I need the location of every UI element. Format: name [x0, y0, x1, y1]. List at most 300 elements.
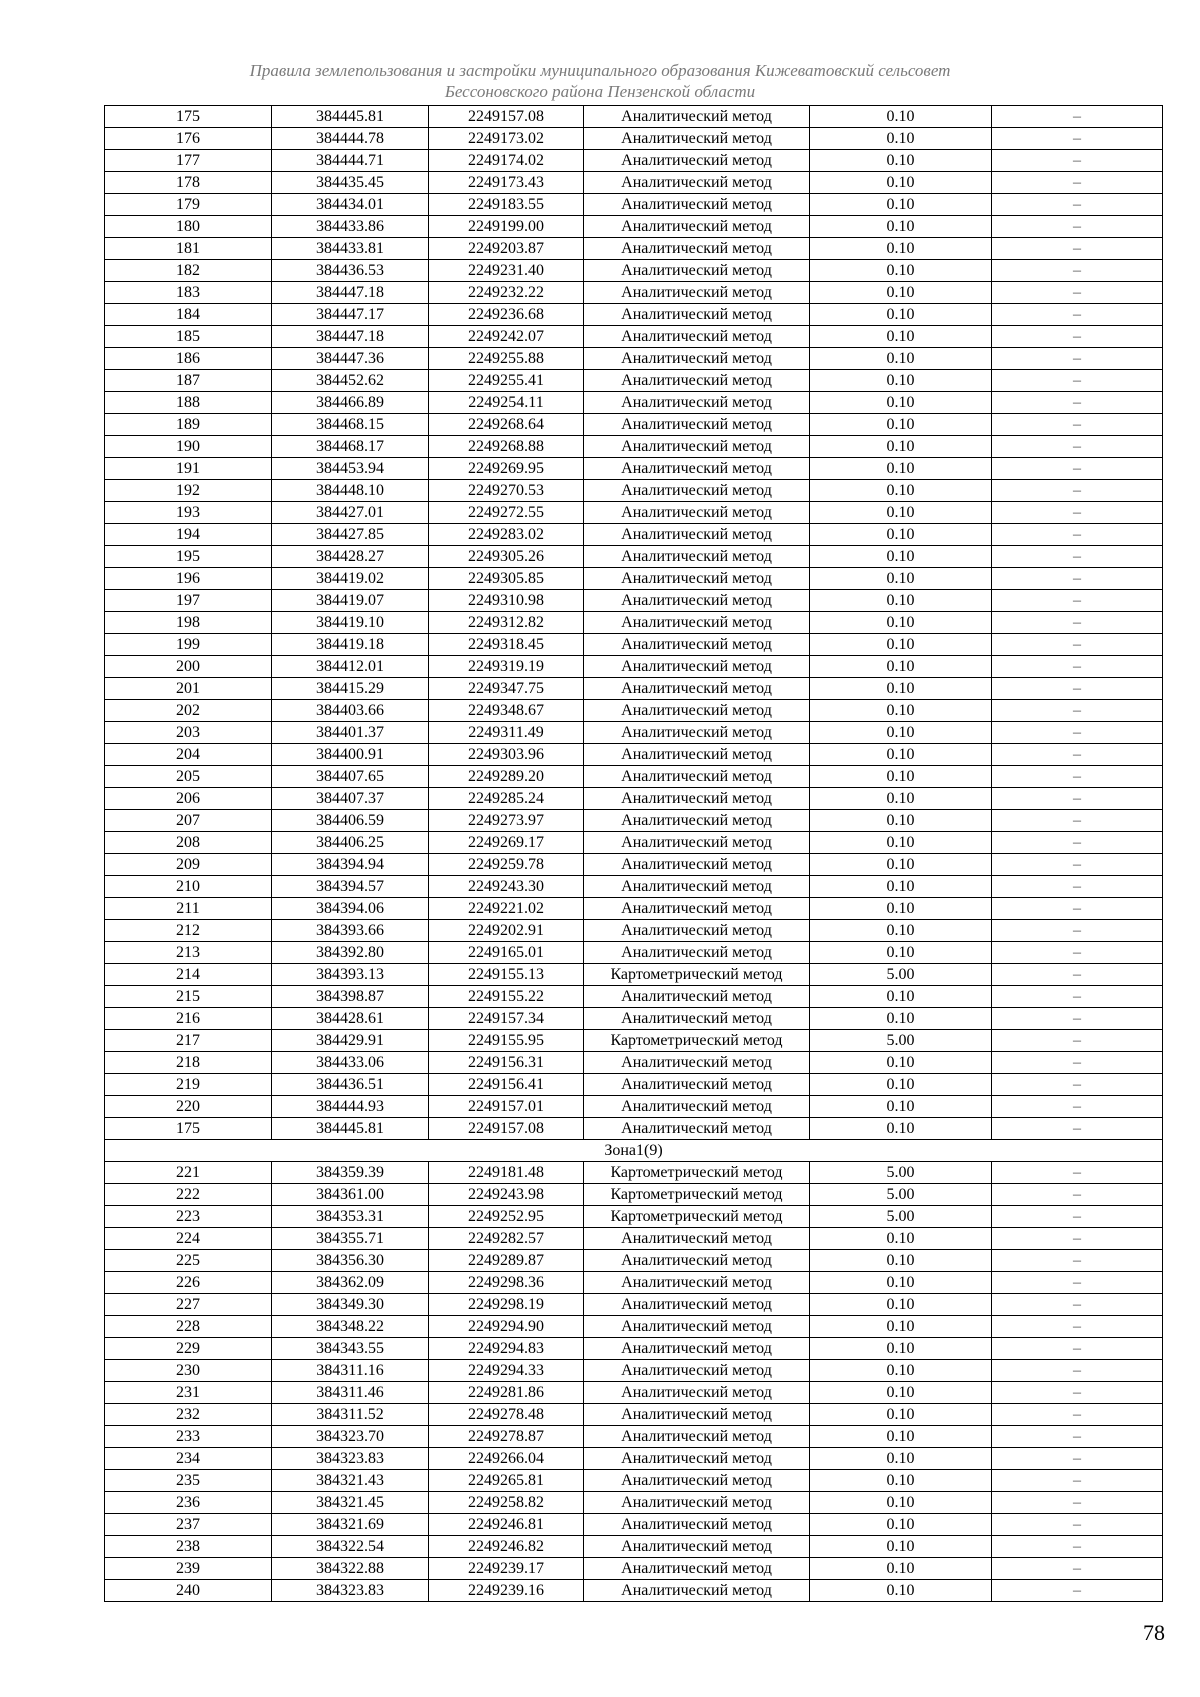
x-coordinate-cell: 384445.81: [272, 1118, 429, 1140]
accuracy-cell: 0.10: [810, 788, 992, 810]
table-row: [105, 568, 1163, 590]
point-number-cell: 191: [105, 458, 272, 480]
x-coordinate-cell: 384392.80: [272, 942, 429, 964]
x-coordinate-cell: 384321.45: [272, 1492, 429, 1514]
point-number-cell: 188: [105, 392, 272, 414]
accuracy-cell: 0.10: [810, 304, 992, 326]
table-row: [105, 150, 1163, 172]
point-number-cell: 207: [105, 810, 272, 832]
x-coordinate-cell: 384433.81: [272, 238, 429, 260]
accuracy-cell: 0.10: [810, 1426, 992, 1448]
point-number-cell: 226: [105, 1272, 272, 1294]
y-coordinate-cell: 2249278.48: [429, 1404, 584, 1426]
x-coordinate-cell: 384427.01: [272, 502, 429, 524]
method-cell: Аналитический метод: [584, 1404, 810, 1426]
x-coordinate-cell: 384323.83: [272, 1448, 429, 1470]
point-number-cell: 227: [105, 1294, 272, 1316]
method-cell: Аналитический метод: [584, 1558, 810, 1580]
point-number-cell: 176: [105, 128, 272, 150]
x-coordinate-cell: 384406.59: [272, 810, 429, 832]
accuracy-cell: 0.10: [810, 502, 992, 524]
x-coordinate-cell: 384447.18: [272, 326, 429, 348]
y-coordinate-cell: 2249311.49: [429, 722, 584, 744]
note-cell: –: [992, 260, 1163, 282]
y-coordinate-cell: 2249252.95: [429, 1206, 584, 1228]
accuracy-cell: 0.10: [810, 1382, 992, 1404]
accuracy-cell: 0.10: [810, 568, 992, 590]
point-number-cell: 208: [105, 832, 272, 854]
x-coordinate-cell: 384468.17: [272, 436, 429, 458]
point-number-cell: 221: [105, 1162, 272, 1184]
x-coordinate-cell: 384419.07: [272, 590, 429, 612]
table-row: [105, 458, 1163, 480]
x-coordinate-cell: 384348.22: [272, 1316, 429, 1338]
note-cell: –: [992, 964, 1163, 986]
accuracy-cell: 0.10: [810, 1360, 992, 1382]
y-coordinate-cell: 2249181.48: [429, 1162, 584, 1184]
accuracy-cell: 0.10: [810, 480, 992, 502]
y-coordinate-cell: 2249246.81: [429, 1514, 584, 1536]
point-number-cell: 237: [105, 1514, 272, 1536]
table-row: [105, 634, 1163, 656]
accuracy-cell: 0.10: [810, 876, 992, 898]
accuracy-cell: 0.10: [810, 1118, 992, 1140]
table-row: [105, 722, 1163, 744]
x-coordinate-cell: 384406.25: [272, 832, 429, 854]
accuracy-cell: 0.10: [810, 678, 992, 700]
method-cell: Аналитический метод: [584, 876, 810, 898]
table-row: [105, 1382, 1163, 1404]
note-cell: –: [992, 832, 1163, 854]
note-cell: –: [992, 304, 1163, 326]
point-number-cell: 175: [105, 1118, 272, 1140]
table-row: [105, 986, 1163, 1008]
x-coordinate-cell: 384468.15: [272, 414, 429, 436]
table-row: [105, 744, 1163, 766]
table-row: [105, 546, 1163, 568]
y-coordinate-cell: 2249255.88: [429, 348, 584, 370]
note-cell: –: [992, 150, 1163, 172]
y-coordinate-cell: 2249294.90: [429, 1316, 584, 1338]
table-row: [105, 1030, 1163, 1052]
note-cell: –: [992, 1052, 1163, 1074]
note-cell: –: [992, 370, 1163, 392]
x-coordinate-cell: 384343.55: [272, 1338, 429, 1360]
y-coordinate-cell: 2249285.24: [429, 788, 584, 810]
zone-header-row: [105, 1140, 1163, 1162]
accuracy-cell: 5.00: [810, 1184, 992, 1206]
y-coordinate-cell: 2249155.95: [429, 1030, 584, 1052]
method-cell: Аналитический метод: [584, 370, 810, 392]
note-cell: –: [992, 898, 1163, 920]
table-row: [105, 1228, 1163, 1250]
accuracy-cell: 0.10: [810, 1272, 992, 1294]
table-row: [105, 502, 1163, 524]
method-cell: Аналитический метод: [584, 568, 810, 590]
table-row: [105, 1096, 1163, 1118]
y-coordinate-cell: 2249157.01: [429, 1096, 584, 1118]
note-cell: –: [992, 502, 1163, 524]
x-coordinate-cell: 384361.00: [272, 1184, 429, 1206]
point-number-cell: 190: [105, 436, 272, 458]
x-coordinate-cell: 384394.06: [272, 898, 429, 920]
table-row: [105, 1338, 1163, 1360]
x-coordinate-cell: 384400.91: [272, 744, 429, 766]
accuracy-cell: 0.10: [810, 370, 992, 392]
method-cell: Аналитический метод: [584, 1272, 810, 1294]
method-cell: Аналитический метод: [584, 172, 810, 194]
method-cell: Аналитический метод: [584, 106, 810, 128]
method-cell: Аналитический метод: [584, 1514, 810, 1536]
method-cell: Аналитический метод: [584, 1536, 810, 1558]
note-cell: –: [992, 326, 1163, 348]
x-coordinate-cell: 384415.29: [272, 678, 429, 700]
x-coordinate-cell: 384433.86: [272, 216, 429, 238]
x-coordinate-cell: 384311.52: [272, 1404, 429, 1426]
accuracy-cell: 0.10: [810, 524, 992, 546]
x-coordinate-cell: 384419.10: [272, 612, 429, 634]
point-number-cell: 178: [105, 172, 272, 194]
accuracy-cell: 0.10: [810, 1558, 992, 1580]
x-coordinate-cell: 384429.91: [272, 1030, 429, 1052]
point-number-cell: 213: [105, 942, 272, 964]
accuracy-cell: 0.10: [810, 722, 992, 744]
x-coordinate-cell: 384349.30: [272, 1294, 429, 1316]
method-cell: Картометрический метод: [584, 1184, 810, 1206]
page-number: 78: [1143, 1620, 1165, 1645]
method-cell: Картометрический метод: [584, 1162, 810, 1184]
accuracy-cell: 0.10: [810, 1580, 992, 1602]
table-row: [105, 282, 1163, 304]
method-cell: Аналитический метод: [584, 216, 810, 238]
table-row: [105, 238, 1163, 260]
y-coordinate-cell: 2249155.13: [429, 964, 584, 986]
table-row: [105, 1404, 1163, 1426]
note-cell: –: [992, 942, 1163, 964]
method-cell: Аналитический метод: [584, 1008, 810, 1030]
table-row: [105, 348, 1163, 370]
accuracy-cell: 5.00: [810, 964, 992, 986]
table-row: [105, 964, 1163, 986]
accuracy-cell: 0.10: [810, 414, 992, 436]
point-number-cell: 185: [105, 326, 272, 348]
method-cell: Аналитический метод: [584, 678, 810, 700]
accuracy-cell: 0.10: [810, 854, 992, 876]
point-number-cell: 194: [105, 524, 272, 546]
table-row: [105, 1272, 1163, 1294]
note-cell: –: [992, 216, 1163, 238]
note-cell: –: [992, 1514, 1163, 1536]
table-row: [105, 898, 1163, 920]
y-coordinate-cell: 2249298.19: [429, 1294, 584, 1316]
accuracy-cell: 0.10: [810, 590, 992, 612]
note-cell: –: [992, 766, 1163, 788]
note-cell: –: [992, 700, 1163, 722]
x-coordinate-cell: 384362.09: [272, 1272, 429, 1294]
note-cell: –: [992, 128, 1163, 150]
table-row: [105, 612, 1163, 634]
accuracy-cell: 0.10: [810, 1448, 992, 1470]
note-cell: –: [992, 1492, 1163, 1514]
note-cell: –: [992, 1008, 1163, 1030]
x-coordinate-cell: 384322.54: [272, 1536, 429, 1558]
point-number-cell: 184: [105, 304, 272, 326]
accuracy-cell: 0.10: [810, 898, 992, 920]
x-coordinate-cell: 384311.16: [272, 1360, 429, 1382]
note-cell: –: [992, 1228, 1163, 1250]
y-coordinate-cell: 2249303.96: [429, 744, 584, 766]
point-number-cell: 199: [105, 634, 272, 656]
method-cell: Аналитический метод: [584, 1250, 810, 1272]
y-coordinate-cell: 2249258.82: [429, 1492, 584, 1514]
y-coordinate-cell: 2249272.55: [429, 502, 584, 524]
accuracy-cell: 0.10: [810, 656, 992, 678]
table-row: [105, 480, 1163, 502]
point-number-cell: 215: [105, 986, 272, 1008]
point-number-cell: 192: [105, 480, 272, 502]
accuracy-cell: 5.00: [810, 1030, 992, 1052]
method-cell: Аналитический метод: [584, 392, 810, 414]
y-coordinate-cell: 2249243.98: [429, 1184, 584, 1206]
method-cell: Аналитический метод: [584, 1294, 810, 1316]
x-coordinate-cell: 384412.01: [272, 656, 429, 678]
table-row: [105, 766, 1163, 788]
coordinates-table-body: [105, 106, 1163, 1602]
accuracy-cell: 5.00: [810, 1162, 992, 1184]
table-row: [105, 1162, 1163, 1184]
y-coordinate-cell: 2249173.43: [429, 172, 584, 194]
method-cell: Аналитический метод: [584, 612, 810, 634]
point-number-cell: 224: [105, 1228, 272, 1250]
point-number-cell: 187: [105, 370, 272, 392]
x-coordinate-cell: 384394.57: [272, 876, 429, 898]
accuracy-cell: 0.10: [810, 194, 992, 216]
method-cell: Картометрический метод: [584, 1030, 810, 1052]
point-number-cell: 228: [105, 1316, 272, 1338]
note-cell: –: [992, 238, 1163, 260]
method-cell: Аналитический метод: [584, 1382, 810, 1404]
y-coordinate-cell: 2249259.78: [429, 854, 584, 876]
table-row: [105, 1514, 1163, 1536]
point-number-cell: 212: [105, 920, 272, 942]
accuracy-cell: 0.10: [810, 810, 992, 832]
point-number-cell: 239: [105, 1558, 272, 1580]
method-cell: Аналитический метод: [584, 1316, 810, 1338]
y-coordinate-cell: 2249265.81: [429, 1470, 584, 1492]
note-cell: –: [992, 1118, 1163, 1140]
method-cell: Аналитический метод: [584, 502, 810, 524]
table-row: [105, 1360, 1163, 1382]
x-coordinate-cell: 384428.27: [272, 546, 429, 568]
table-row: [105, 678, 1163, 700]
method-cell: Аналитический метод: [584, 436, 810, 458]
x-coordinate-cell: 384407.65: [272, 766, 429, 788]
point-number-cell: 229: [105, 1338, 272, 1360]
table-row: [105, 920, 1163, 942]
table-row: [105, 1118, 1163, 1140]
accuracy-cell: 0.10: [810, 392, 992, 414]
point-number-cell: 211: [105, 898, 272, 920]
method-cell: Аналитический метод: [584, 1470, 810, 1492]
note-cell: –: [992, 1316, 1163, 1338]
table-row: [105, 942, 1163, 964]
accuracy-cell: 0.10: [810, 348, 992, 370]
y-coordinate-cell: 2249239.16: [429, 1580, 584, 1602]
table-row: [105, 260, 1163, 282]
table-row: [105, 1470, 1163, 1492]
method-cell: Аналитический метод: [584, 590, 810, 612]
y-coordinate-cell: 2249268.88: [429, 436, 584, 458]
x-coordinate-cell: 384435.45: [272, 172, 429, 194]
method-cell: Аналитический метод: [584, 788, 810, 810]
y-coordinate-cell: 2249348.67: [429, 700, 584, 722]
x-coordinate-cell: 384444.78: [272, 128, 429, 150]
accuracy-cell: 0.10: [810, 1008, 992, 1030]
accuracy-cell: 0.10: [810, 106, 992, 128]
x-coordinate-cell: 384427.85: [272, 524, 429, 546]
method-cell: Аналитический метод: [584, 854, 810, 876]
point-number-cell: 186: [105, 348, 272, 370]
table-row: [105, 1052, 1163, 1074]
note-cell: –: [992, 1184, 1163, 1206]
method-cell: Аналитический метод: [584, 414, 810, 436]
accuracy-cell: 0.10: [810, 1536, 992, 1558]
y-coordinate-cell: 2249282.57: [429, 1228, 584, 1250]
point-number-cell: 236: [105, 1492, 272, 1514]
point-number-cell: 189: [105, 414, 272, 436]
accuracy-cell: 0.10: [810, 1228, 992, 1250]
method-cell: Аналитический метод: [584, 810, 810, 832]
table-row: [105, 590, 1163, 612]
y-coordinate-cell: 2249298.36: [429, 1272, 584, 1294]
x-coordinate-cell: 384436.51: [272, 1074, 429, 1096]
note-cell: –: [992, 810, 1163, 832]
x-coordinate-cell: 384398.87: [272, 986, 429, 1008]
note-cell: –: [992, 480, 1163, 502]
accuracy-cell: 0.10: [810, 1404, 992, 1426]
note-cell: –: [992, 1338, 1163, 1360]
y-coordinate-cell: 2249269.95: [429, 458, 584, 480]
note-cell: –: [992, 876, 1163, 898]
table-row: [105, 128, 1163, 150]
y-coordinate-cell: 2249202.91: [429, 920, 584, 942]
note-cell: –: [992, 194, 1163, 216]
point-number-cell: 193: [105, 502, 272, 524]
note-cell: –: [992, 1294, 1163, 1316]
y-coordinate-cell: 2249203.87: [429, 238, 584, 260]
note-cell: –: [992, 1096, 1163, 1118]
note-cell: –: [992, 106, 1163, 128]
y-coordinate-cell: 2249156.41: [429, 1074, 584, 1096]
point-number-cell: 201: [105, 678, 272, 700]
point-number-cell: 196: [105, 568, 272, 590]
table-row: [105, 1580, 1163, 1602]
method-cell: Аналитический метод: [584, 1492, 810, 1514]
method-cell: Аналитический метод: [584, 480, 810, 502]
accuracy-cell: 0.10: [810, 128, 992, 150]
table-row: [105, 1008, 1163, 1030]
x-coordinate-cell: 384323.83: [272, 1580, 429, 1602]
note-cell: –: [992, 590, 1163, 612]
note-cell: –: [992, 568, 1163, 590]
table-row: [105, 876, 1163, 898]
accuracy-cell: 0.10: [810, 920, 992, 942]
note-cell: –: [992, 524, 1163, 546]
accuracy-cell: 0.10: [810, 150, 992, 172]
note-cell: –: [992, 1470, 1163, 1492]
note-cell: –: [992, 1558, 1163, 1580]
point-number-cell: 232: [105, 1404, 272, 1426]
point-number-cell: 234: [105, 1448, 272, 1470]
method-cell: Аналитический метод: [584, 832, 810, 854]
y-coordinate-cell: 2249268.64: [429, 414, 584, 436]
y-coordinate-cell: 2249165.01: [429, 942, 584, 964]
method-cell: Аналитический метод: [584, 744, 810, 766]
note-cell: –: [992, 722, 1163, 744]
method-cell: Аналитический метод: [584, 282, 810, 304]
accuracy-cell: 0.10: [810, 744, 992, 766]
x-coordinate-cell: 384444.71: [272, 150, 429, 172]
note-cell: –: [992, 986, 1163, 1008]
point-number-cell: 216: [105, 1008, 272, 1030]
accuracy-cell: 0.10: [810, 1096, 992, 1118]
accuracy-cell: 0.10: [810, 1492, 992, 1514]
x-coordinate-cell: 384311.46: [272, 1382, 429, 1404]
table-row: [105, 1316, 1163, 1338]
x-coordinate-cell: 384448.10: [272, 480, 429, 502]
x-coordinate-cell: 384321.43: [272, 1470, 429, 1492]
method-cell: Картометрический метод: [584, 964, 810, 986]
y-coordinate-cell: 2249221.02: [429, 898, 584, 920]
method-cell: Аналитический метод: [584, 722, 810, 744]
y-coordinate-cell: 2249173.02: [429, 128, 584, 150]
y-coordinate-cell: 2249246.82: [429, 1536, 584, 1558]
x-coordinate-cell: 384453.94: [272, 458, 429, 480]
point-number-cell: 179: [105, 194, 272, 216]
table-row: [105, 304, 1163, 326]
y-coordinate-cell: 2249157.08: [429, 1118, 584, 1140]
method-cell: Аналитический метод: [584, 766, 810, 788]
y-coordinate-cell: 2249255.41: [429, 370, 584, 392]
point-number-cell: 181: [105, 238, 272, 260]
accuracy-cell: 0.10: [810, 172, 992, 194]
method-cell: Аналитический метод: [584, 898, 810, 920]
zone-label: Зона1(9): [105, 1140, 1163, 1162]
method-cell: Аналитический метод: [584, 1052, 810, 1074]
y-coordinate-cell: 2249273.97: [429, 810, 584, 832]
accuracy-cell: 0.10: [810, 700, 992, 722]
method-cell: Аналитический метод: [584, 458, 810, 480]
method-cell: Аналитический метод: [584, 1448, 810, 1470]
y-coordinate-cell: 2249318.45: [429, 634, 584, 656]
accuracy-cell: 0.10: [810, 766, 992, 788]
note-cell: –: [992, 1382, 1163, 1404]
y-coordinate-cell: 2249155.22: [429, 986, 584, 1008]
accuracy-cell: 0.10: [810, 260, 992, 282]
header-line-1: Правила землепользования и застройки муниципального образования Кижеватовский сельсовет: [249, 61, 951, 80]
y-coordinate-cell: 2249305.26: [429, 546, 584, 568]
method-cell: Аналитический метод: [584, 326, 810, 348]
y-coordinate-cell: 2249242.07: [429, 326, 584, 348]
x-coordinate-cell: 384359.39: [272, 1162, 429, 1184]
accuracy-cell: 0.10: [810, 1294, 992, 1316]
note-cell: –: [992, 678, 1163, 700]
point-number-cell: 235: [105, 1470, 272, 1492]
header-line-2: Бессоновского района Пензенской области: [444, 82, 756, 101]
x-coordinate-cell: 384433.06: [272, 1052, 429, 1074]
method-cell: Аналитический метод: [584, 194, 810, 216]
point-number-cell: 223: [105, 1206, 272, 1228]
